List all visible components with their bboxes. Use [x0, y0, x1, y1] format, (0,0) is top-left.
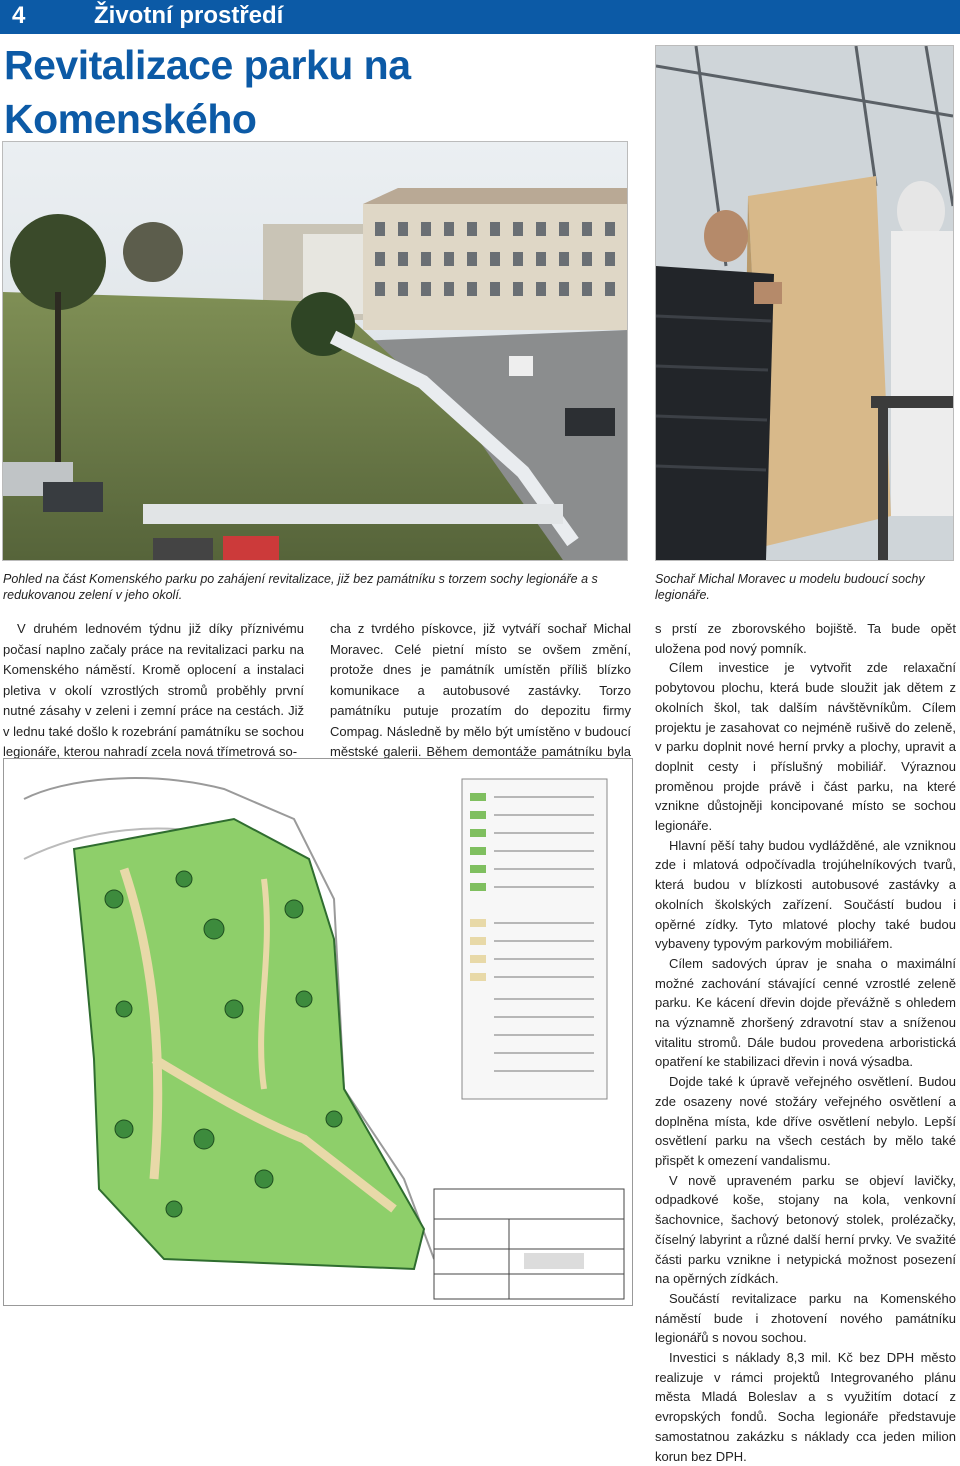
- park-photo-illustration: [3, 142, 627, 560]
- paragraph: cha z tvrdého pískovce, již vytváří sochař Michal Moravec. Celé pietní místo se ovšem změní, protože dnes je památník umístěn příliš blízko komunikace a autobusové zastávky. Torzo památníku putuje prozatím do depozitu firmy Compag. Následně by mělo být umístěno v budoucí městské galerii. Během demontáže památníku byla: [330, 621, 631, 759]
- section-header-bar: [0, 0, 960, 34]
- sculptor-photo-caption: Sochař Michal Moravec u modelu budoucí sochy legionáře.: [655, 572, 925, 602]
- paragraph: Investici s náklady 8,3 mil. Kč bez DPH město realizuje v rámci projektů Integrovaného plánu města Mladá Boleslav a s využitím dotací z evropských fondů. Socha legionáře představuje samostatnou zakázku s náklady cca jeden milion korun bez DPH.: [655, 1350, 956, 1464]
- architectural-plan-image: [3, 758, 633, 1306]
- sculptor-photo: [655, 45, 954, 561]
- sculptor-photo-illustration: [656, 46, 953, 560]
- paragraph: Dojde také k úpravě veřejného osvětlení. Budou zde osazeny nové stožáry veřejného osvětlení a doplněna místa, kde dříve osvětlení nebylo. Lepší osvětlení parku na všech cestách by mělo také přispět k omezení vandalismu.: [655, 1074, 956, 1168]
- paragraph: Součástí revitalizace parku na Komenského náměstí bude i zhotovení nového památníku legionářů s novou sochou.: [655, 1290, 956, 1346]
- paragraph: s prstí ze zborovského bojiště. Ta bude opět uložena pod nový pomník.: [655, 621, 956, 656]
- paragraph: V druhém lednovém týdnu již díky příznivému počasí naplno začaly práce na revitalizaci parku na Komenského náměstí. Kromě oplocení a instalaci pletiva v okolí vzrostlých stromů proběhly první nutné zásahy v zeleni i zemní práce na cestách. Již v lednu také došlo k rozebrání památníku se sochou legionáře, kterou nahradí zcela nová třímetrová so-: [3, 621, 304, 759]
- article-column-3: [655, 619, 956, 1466]
- park-photo: [2, 141, 628, 561]
- section-title: Životní prostředí: [94, 2, 284, 29]
- park-plan-illustration: [4, 759, 632, 1305]
- article-column-1: [3, 619, 304, 763]
- paragraph: V nově upraveném parku se objeví lavičky, odpadkové koše, stojany na kola, venkovní šachovnice, šachový betonový stolek, prolézačky, číselný labyrint a různé další herní prvky. Ve svažité části parku vznikne i netypická možnost posezení na opěrných zídkách.: [655, 1172, 956, 1287]
- paragraph: Cílem sadových úprav je snaha o maximální možné zachování stávající cenné vzrostlé zeleně parku. Ke kácení dřevin dojde převážně s ohledem na významně zhoršený zdravotní stav a sníženou vitalitu stromů. Dále budou provedena arboristická opatření ke stabilizaci dřevin i nová výsadba.: [655, 955, 956, 1070]
- paragraph: Hlavní pěší tahy budou vydlážděné, ale vzniknou zde i mlatová odpočívadla trojúhelníkových tvarů, která budou v blízkosti autobusové zastávky a okolních školských zařízení. Součástí budou i opěrné zídky. Tyto mlatové plochy také budou vybaveny typovým parkovým mobiliářem.: [655, 837, 956, 952]
- park-photo-caption: Pohled na část Komenského parku po zahájení revitalizace, již bez památníku s torzem sochy legionáře a s redukovanou zelení v jeho okolí.: [3, 572, 598, 602]
- page-number: 4: [12, 2, 26, 29]
- headline-line-1: Revitalizace parku na Komenského: [4, 42, 411, 142]
- paragraph: Cílem investice je vytvořit zde relaxační pobytovou plochu, která bude sloužit jak dětem z okolních škol, tak dalším návštěvníkům. Cílem projektu je zasahovat co nejméně rušivě do zeleně, v parku doplnit nové herní prvky a plochy, upravit a doplnit cesty i příslušný mobiliář. Výraznou proměnou projde právě i část parku, na které vznikne důstojněji koncipované místo se sochou legionáře.: [655, 660, 956, 834]
